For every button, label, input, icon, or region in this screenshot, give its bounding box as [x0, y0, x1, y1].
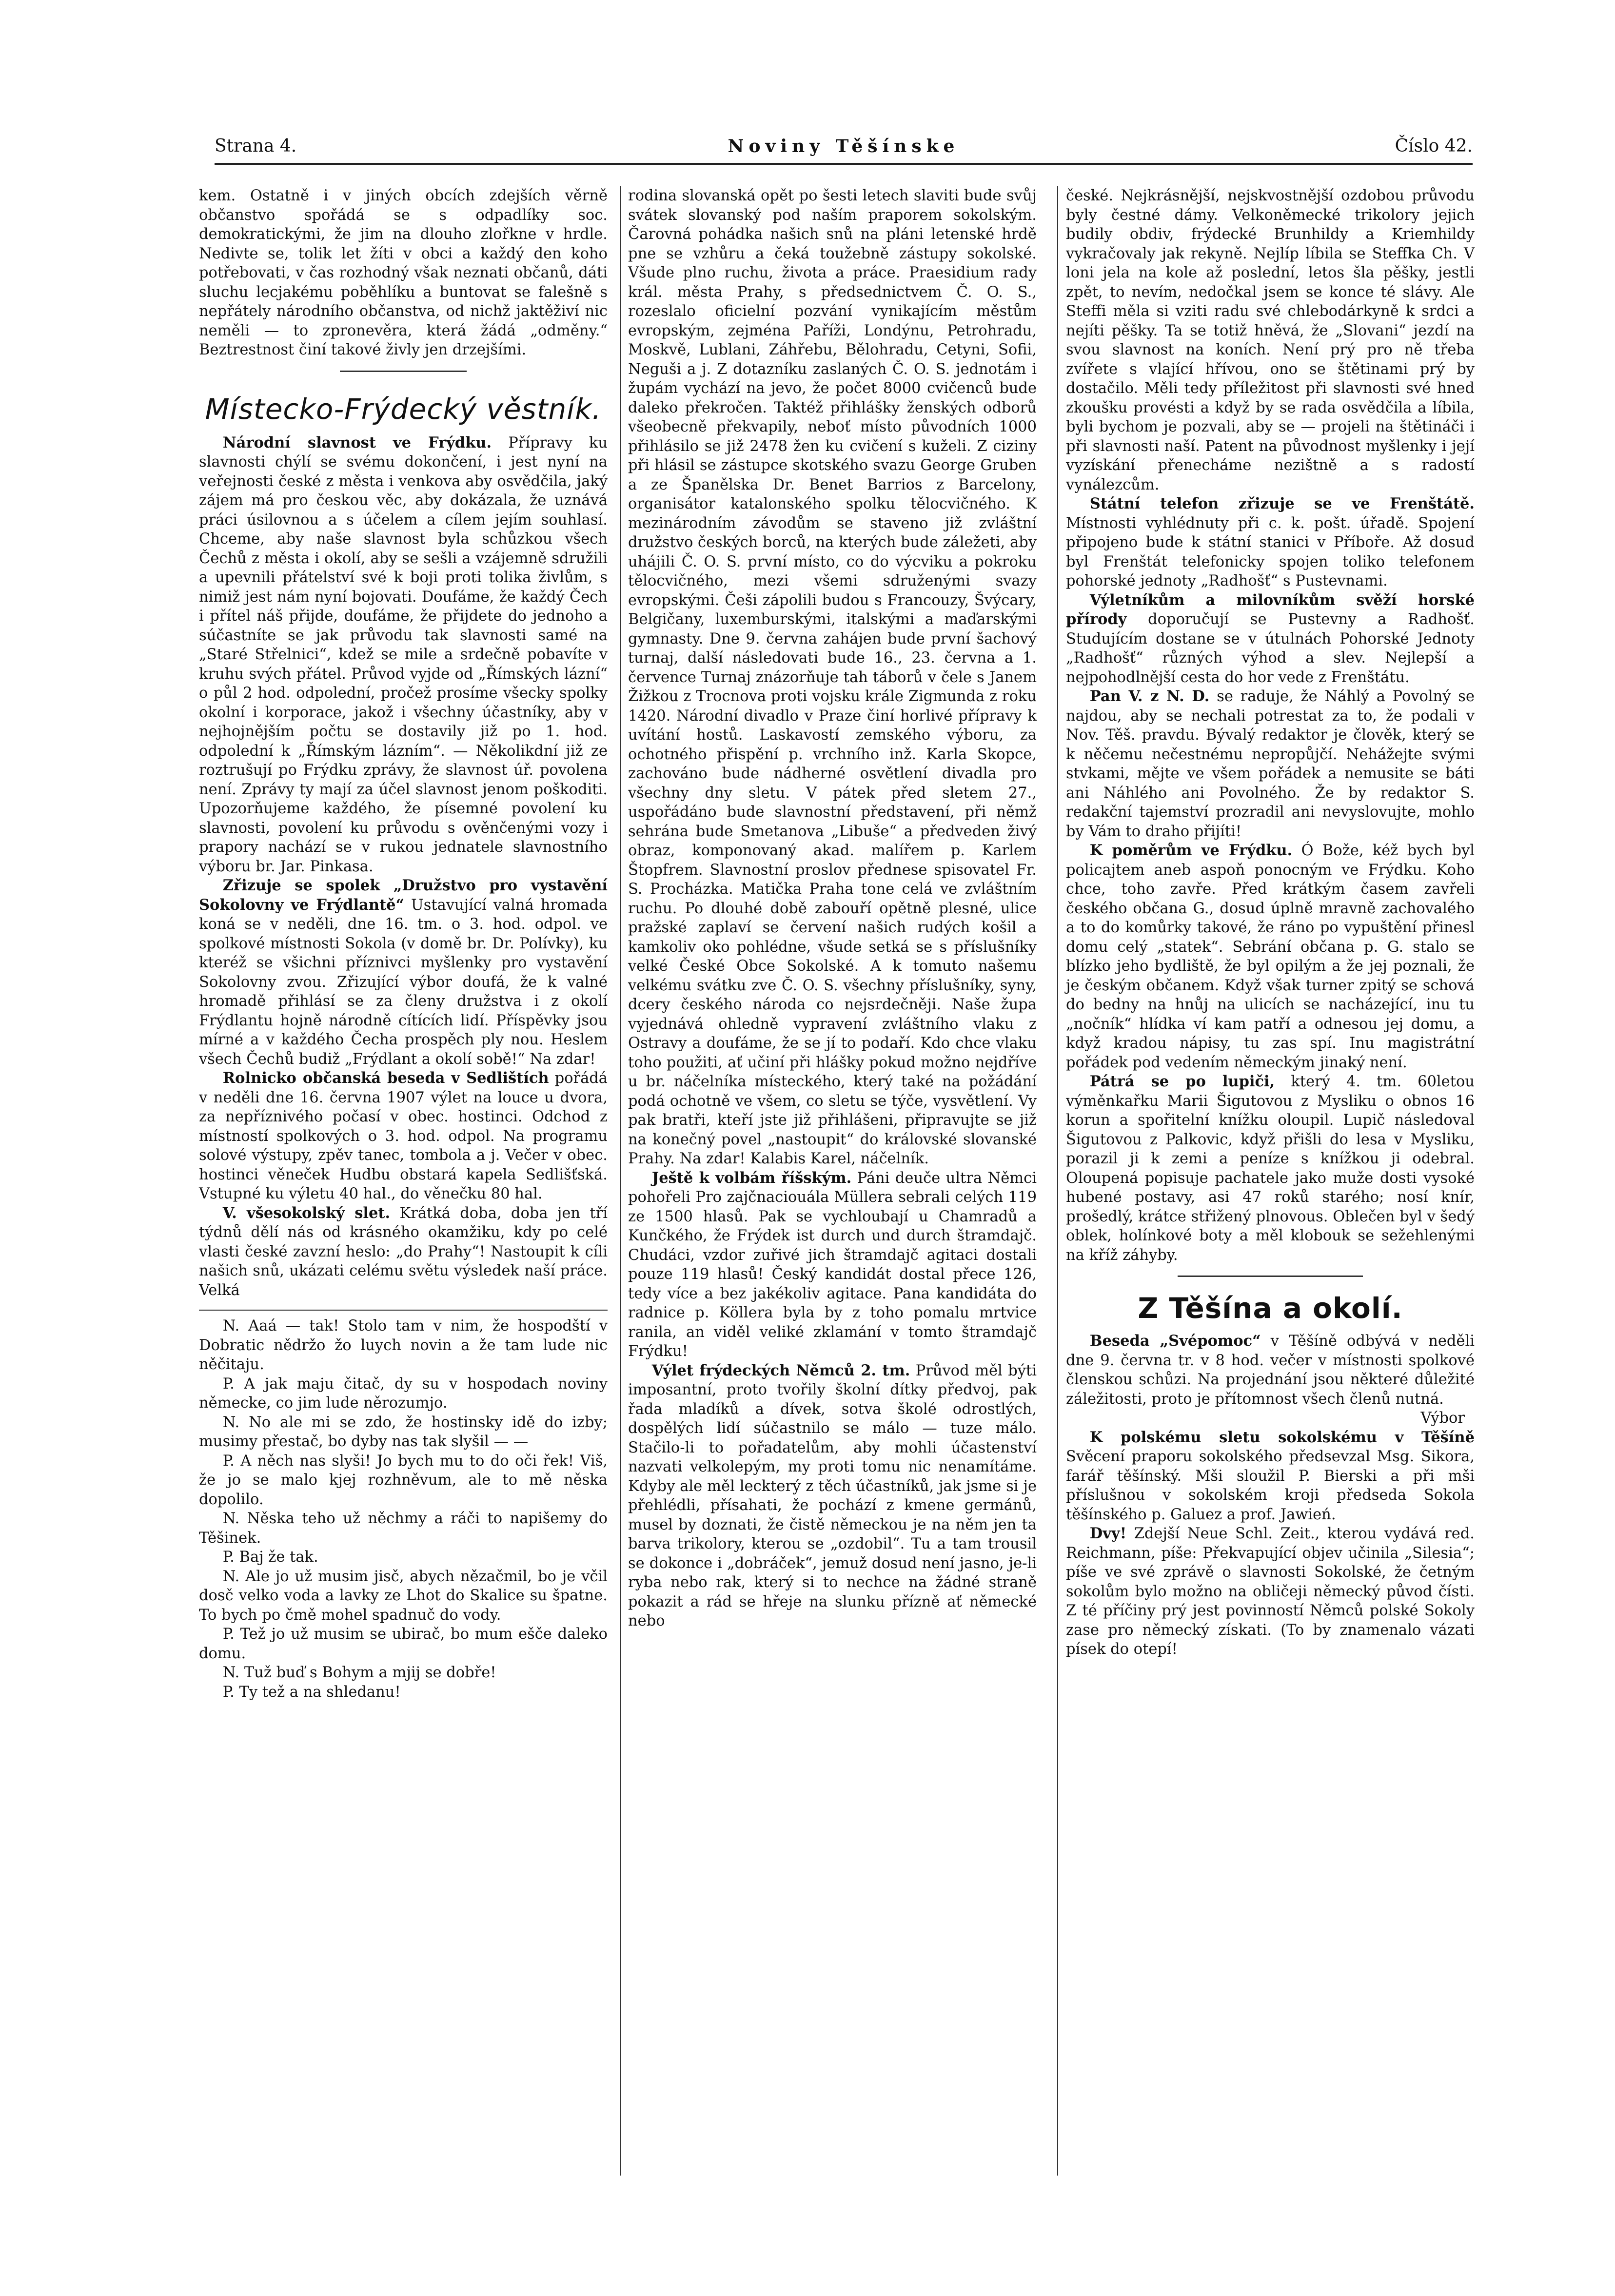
- article-lead: Výletníkům a milovníkům svěží horské přírody: [1066, 591, 1475, 628]
- issue-number: Číslo 42.: [1395, 136, 1473, 156]
- page-number: Strana 4.: [215, 136, 297, 156]
- article-body: doporučují se Pustevny a Radhošť. Studujícím dostane se v útulnách Pohorské Jednoty „Radhošť“ různých výhod a slev. Nejlepší a nejpohodlnější cesta do hor vede z Frenštátu.: [1066, 611, 1475, 686]
- article-body: Přípravy ku slavnosti chýlí se svému dokončení, i jest nyní na veřejnosti české z města i venkova aby osvědčila, jaký zájem má pro českou věc, aby dokázala, že uznává práci úsilovnou a s účelem a cílem jejím souhlasí. Chceme, aby naše slavnost byla schůzkou všech Čechů z města i okolí, aby se sešli a vzájemně sdružili a upevnili přátelství své k boji proti tolika živlům, s nimiž jest nám nyní bojovati. Doufáme, že každý Čech i přítel náš přijde, doufáme, že přijdete do jednoho a súčastníte se jak průvodu tak slavnosti samé na „Staré Střelnici“, kdež se mile a srdečně pobavíte v kruhu svých přátel. Průvod vyjde od „Římských lázní“ o půl 2 hod. odpolední, pročež prosíme všecky spolky okolní i korporace, jakož i všechny účastníky, aby v nejhojnějším počtu se dostavily již po 1. hod. odpolední k „Římským lázním“. — Několikdní již ze roztrušují po Frýdku zprávy, že slavnost úř. povolena není. Zprávy ty mají za účel slavnost jenom poškoditi. Upozorňujeme každého, že písemné povolení ku slavnosti, povolení ku průvodu s ověnčenými vozy i prapory nachází se v rukou jednatele slavnostního výboru br. Jar. Pinkasa.: [199, 434, 608, 875]
- article-vsesokolsky-slet: [199, 1204, 608, 1300]
- article-pan-v: [1066, 687, 1475, 841]
- article-lead: Výlet frýdeckých Němců 2. tm.: [651, 1361, 910, 1379]
- article-body: Zdejší Neue Schl. Zeit., kterou vydává red. Reichmann, píše: Překvapující objev učinila „Silesia“; píše ve své zprávě o slavnosti Sokolské, že četným sokolům bylo možno na obličeji německý původ čísti. Z té příčiny prý jest povinností Němců polské Sokoly zase pro německý získati. (To by znamenalo vázati písek do otepí!: [1066, 1525, 1475, 1658]
- article-svepomoc: [1066, 1332, 1475, 1409]
- article-pomery-frydek: [1066, 841, 1475, 1072]
- article-druzstvo: [199, 876, 608, 1069]
- section-rule: [340, 371, 467, 372]
- dialog-line: N. Tuž buď s Bohym a mjij se dobře!: [222, 1664, 496, 1681]
- article-lead: Ještě k volbám říšským.: [651, 1169, 852, 1187]
- dialog-line: P. Tež jo už musim se ubirač, bo mum ešče daleko domu.: [199, 1626, 608, 1662]
- article-vylet-nemcu: [628, 1361, 1037, 1631]
- column-3: [1066, 186, 1475, 1659]
- section-rule: [1178, 1276, 1363, 1277]
- column-1: [199, 186, 608, 1702]
- article-narodni-slavnost: [199, 433, 608, 877]
- article-telefon: [1066, 494, 1475, 591]
- dialog-line: P. A jak maju čitač, dy su v hospodach noviny německe, co jim lude něrozumjo.: [199, 1375, 608, 1412]
- article-body: Ó Bože, kéž bych byl policajtem aneb aspoň ponocným ve Frýdku. Koho chce, toho zavře. Před krátkým časem zavřeli českého občana G., dosud úplně mravně zachovalého a to do komůrky takové, že ráno po vypuštění přinesl domu celý „statek“. Sebrání občana p. G. stalo se blízko jeho bydliště, že byl opilým a že jej poznali, že je českým občanem. Když však turner zpitý se schová do bedny na hnůj na ulicích se nacházející, inu tu „nočník“ hlídka ví kam patří a odnesou jej domu, a když kradou nápisy, tu zas spí. Inu magistrátní pořádek pod vedením německým jinaký není.: [1066, 842, 1475, 1071]
- article-slet-continuation: rodina slovanská opět po šesti letech slaviti bude svůj svátek slovanský pod naším praporem sokolským. Čarovná pohádka našich snů na pláni letenské hrdě pne se vzhůru a čeká toužebně zástupy sokolské. Všude plno ruchu, života a práce. Praesidium rady král. města Prahy, s předsednictvem Č. O. S., rozeslalo oficielní pozvání vynikajícím městům evropským, zejména Paříži, Londýnu, Petrohradu, Moskvě, Lublani, Záhřebu, Bělohradu, Cetyni, Sofii, Neguši a j. Z dotazníku zaslaných Č. O. S. jednotám i župám vychází na jevo, že počet 8000 cvičenců bude daleko překročen. Taktéž přihlášky ženských odborů všeobecně překvapily, neboť místo původních 1000 přihlásilo se již 2478 žen ku cvičení s kuželi. Z ciziny při hlásil se zástupce skotského svazu George Gruben a ze Španělska Dr. Benet Barrios z Barcelony, organisátor katalonského spolku tělocvičného. K mezinárodním závodům se staveno již zvláštní družstvo českých borců, na kterých bude záležeti, aby uhájili Č. O. S. první místo, co do výcviku a pokroku tělocvičného, mezi všemi sdruženými svazy evropskými. Češi zápolili budou s Francouzy, Švýcary, Belgičany, luxemburskými, italskými a maďarskými gymnasty. Dne 9. června zahájen bude první šachový turnaj, další následovati bude 16., 23. června a 1. července Turnaj znázorňuje tah táborů v čele s Janem Žižkou z Trocnova proti vojsku krále Zigmunda z roku 1420. Národní divadlo v Praze činí horlivé přípravy k uvítání hostů. Laskavostí zemského výboru, za ochotného přispění p. vrchního inž. Karla Skopce, zachováno bude nádherné osvětlení divadla pro všechny dny sletu. V pátek před sletem 27., uspořádáno bude slavnostní představení, při němž sehrána bude Smetanova „Libuše“ a předveden živý obraz, komponovaný akad. malířem p. Karlem Štopfrem. Slavnostní proslov přednese spisovatel Fr. S. Procházka. Matička Praha tone celá ve zvláštním ruchu. Po dlouhé době zabouří opětně plesné, ulice pražské zaplaví se červení našich rudých košil a kamkoliv oko pohlédne, všude setká se s příslušníky velké České Obce Sokolské. A k tomuto našemu velkému svátku zve Č. O. S. všechny příslušníky, syny, dcery českého národa co nejsrdečněji. Naše župa vyjednává ohledně vypravení zvláštního vlaku z Ostravy a doufáme, že se jí to podaří. Kdo chce vlaku toho použiti, ať učiní při hlášky pokud možno nejdříve u br. náčelníka místeckého, který také na požádání podá ochotně ve všem, co sletu se týče, vysvětlení. Vy pak bratři, kteří jste již přihlášeni, připravujte se již na konečný povel „nastoupit“ do královské slovanské Prahy. Na zdar! Kalabis Karel, náčelník.: [628, 187, 1037, 1167]
- article-lead: V. všesokolský slet.: [222, 1204, 391, 1222]
- article-body: Místnosti vyhlédnuty při c. k. pošt. úřadě. Spojení připojeno bude k státní stanici v Příboře. Až dosud byl Frenštát telefonicky spojen toliko telefonem pohorské jednoty „Radhošť“ s Pustevnami.: [1066, 514, 1475, 589]
- article-lead: Zřizuje se spolek „Družstvo pro vystavění Sokolovny ve Frýdlantě“: [199, 877, 608, 914]
- newspaper-title: Noviny Těšínske: [728, 136, 960, 157]
- column-2: [628, 186, 1037, 1631]
- article-body: se raduje, že Náhlý a Povolný se najdou, aby se nechali potrestat za to, že podali v Nov. Těš. pravdu. Bývalý redaktor je člověk, který se k něčemu nečestnému nepropůjčí. Nehážejte svými stvkami, mějte ve všem pořádek a nemusite se báti ani Náhlého ani Povolného. Že by redaktor S. redakční tajemství prozradil ani nevyslovujte, mohlo by Vám to draho přijíti!: [1066, 688, 1475, 840]
- article-body: v Těšíně odbývá v neděli dne 9. června tr. v 8 hod. večer v místnosti spolkové členskou schůzi. Na projednání jsou některé důležité záležitosti, proto je přítomnost všech členů nutná.: [1066, 1333, 1475, 1408]
- article-lupic: [1066, 1072, 1475, 1265]
- article-lead: Státní telefon zřizuje se ve Frenštátě.: [1089, 495, 1475, 512]
- article-polsky-slet: [1066, 1428, 1475, 1525]
- dialog-line: N. Ale jo už musim jisč, abych nězačmil, bo je včil dosč velko voda a lavky ze Lhot do Skalice su špatne. To bych po čmě mohel spadnuč do vody.: [199, 1568, 608, 1624]
- feuilleton-rule: [199, 1310, 608, 1311]
- article-lead: Rolnicko občanská beseda v Sedlištích: [222, 1069, 549, 1087]
- article-body: Krátká doba, doba jen tří týdnů dělí nás od krásného okamžiku, kdy po celé vlasti české zavzní heslo: „do Prahy“! Nastoupit k cíli našich snů, ukázati celému světu výsledek naší práce. Velká: [199, 1204, 608, 1299]
- running-header: [215, 133, 1473, 160]
- article-lead: K polskému sletu sokolskému v Těšíně: [1089, 1428, 1475, 1446]
- header-rule: [215, 163, 1473, 165]
- article-lead: Národní slavnost ve Frýdku.: [222, 433, 492, 451]
- article-lead: Pan V. z N. D.: [1089, 687, 1210, 705]
- article-lead: Dvy!: [1089, 1525, 1127, 1542]
- article-lead: Pátrá se po lupiči,: [1089, 1073, 1275, 1090]
- feuilleton-dialog: [199, 1316, 608, 1702]
- dialog-line: P. Baj že tak.: [222, 1549, 318, 1566]
- article-rolnicka-beseda: [199, 1069, 608, 1204]
- dialog-line: P. Ty tež a na shledanu!: [222, 1683, 401, 1701]
- article-body: Průvod měl býti imposantní, proto tvořily školní dítky předvoj, pak řada mladíků a dívek, sotva školé odrostlých, dospělých lidí súčastnilo se málo — tuze málo. Stačilo-li to pořadatelům, aby mohli účastenství nazvati velkolepým, my proti tomu nic nenamítáme. Kdyby ale měl leckterý z těch účastníků, jak jsme si je přehlédli, přísahati, že pochází z kmene germánů, musel by doznati, že čistě německou je na něm jen ta barva trikolory, kterou se „ozdobil“. Tu a tam trousil se dokonce i „dobráček“, jemuž dosud není jasno, je-li ryba nebo rak, který si to nechce na žádné straně pokazit a rád se hřeje na slunku přízně ať německé nebo: [628, 1362, 1037, 1629]
- dialog-line: N. Něska teho už něchmy a ráči to napišemy do Těšinek.: [199, 1510, 608, 1547]
- article-vyletnikum: [1066, 591, 1475, 687]
- article-body: Svěcení praporu sokolského předsevzal Msg. Sikora, farář těšínský. Mši sloužil P. Bierski a při mši příslušnou v sokolském kroji předseda Sokola těšínského p. Galuez a prof. Jawień.: [1066, 1448, 1475, 1523]
- column-divider-2: [1057, 186, 1058, 2176]
- article-volby: [628, 1169, 1037, 1361]
- article-lead: K poměrům ve Frýdku.: [1089, 842, 1293, 859]
- dialog-line: P. A něch nas slyši! Jo bych mu to do oči řek! Viš, že jo se malo kjej rozhněvum, ale to mě něska dopolilo.: [199, 1452, 608, 1508]
- article-signature: Výbor: [1420, 1410, 1465, 1427]
- section-title-mistecko: Místecko-Frýdecký věstník.: [205, 392, 602, 426]
- column-divider-1: [620, 186, 621, 2176]
- section-title-tesin: Z Těšína a okolí.: [1138, 1292, 1403, 1325]
- article-body: pořádá v neděli dne 16. června 1907 výlet na louce u dvora, za nepříznivého počasí v obec. hostinci. Odchod z místností spolkových o 3. hod. odpol. Na programu solové výstupy, zpěv tanec, tombola a j. Večer v obec. hostinci věneček Hudbu obstará kapela Sedlišťská. Vstupné ku výletu 40 hal., do věnečku 80 hal.: [199, 1070, 608, 1202]
- article-dvy: [1066, 1524, 1475, 1659]
- article-body: Ustavující valná hromada koná se v neděli, dne 16. tm. o 3. hod. odpol. ve spolkové místnosti Sokola (v domě br. Dr. Polívky), ku kteréž se všichni příznivci myšlenky pro vystavění Sokolovny zvou. Zřizující výbor doufá, že k valné hromadě přihlásí se za členy družstva i z okolí Frýdlantu hojně národně cítících lidí. Příspěvky jsou mírné a v každého Čecha prospěch ply nou. Heslem všech Čechů budiž „Frýdlant a okolí sobě!“ Na zdar!: [199, 896, 608, 1068]
- dialog-line: N. No ale mi se zdo, že hostinsky idě do izby; musimy přestač, bo dyby nas tak slyšil — —: [199, 1413, 608, 1450]
- article-continuation: kem. Ostatně i v jiných obcích zdejších věrně občanstvo spořádá se s odpadlíky soc. demokratickými, že jim na dlouho zlořkne v hrdle. Nedivte se, tolik let žíti v obci a každý den koho potřebovati, v čas rozhodný však neznati občanů, dáti sluchu lecjakému poběhlíku a buntovat se falešně s nepřátely národního občanstva, od nichž jaktěživí nic neměli — to zpronevěra, která žádá „odměny.“ Beztrestnost činí takové živly jen drzejšími.: [199, 187, 608, 358]
- dialog-line: N. Aaá — tak! Stolo tam v nim, že hospodští v Dobratic nědržo žo luych novin a že tam lude nic něčitaju.: [199, 1317, 608, 1373]
- article-lead: Beseda „Svépomoc“: [1089, 1332, 1261, 1350]
- article-body: který 4. tm. 60letou výměnkařku Marii Šigutovou z Mysliku o obnos 16 korun a spořitelní knížku oloupil. Lupič následoval Šigutovou z Palkovic, když přišli do lesa v Mysliku, porazil ji k zemi a peníze s knížkou ji odebral. Oloupená popisuje pachatele jako muže dosti vysoké hubené postavy, asi 47 roků starého; nosí knír, prošedlý, krátce střižený plnovous. Oblečen byl v šedý oblek, holínkové boty a měl klobouk se sežehlenými na kříž záhyby.: [1066, 1073, 1475, 1264]
- article-body: Páni deuče ultra Němci pohořeli Pro zajčnaciouála Müllera sebrali celých 119 ze 1500 hlasů. Pak se vychloubají u Chamradů a Kunčkého, že Frýdek ist durch und durch štramdajč. Chudáci, vzdor zuřivé jich štramdajč agitaci dostali pouze 119 hlasů! Český kandidát dostal přece 126, tedy více a bez jakékoliv agitace. Pana kandidáta do radnice p. Köllera byla by z toho pomalu mrtvice ranila, an viděl veliké zklamání v tomto štramdajč Frýdku!: [628, 1169, 1037, 1360]
- article-vylet-continuation: české. Nejkrásnější, nejskvostnější ozdobou průvodu byly čestné dámy. Velkoněmecké trikolory jejich budily obdiv, frýdecké Brunhildy a Kriemhildy vykračovaly jak rekyně. Nejlíp líbila se Steffka Ch. V loni jela na kole až poslední, letos šla pěšky, jestli zpět, to nevím, nedočkal jsem se konce té slávy. Ale Steffi měla si vziti radu své chlebodárkyně k srdci a nejíti pěšky. Ta se totiž hněvá, že „Slovani“ jezdí na svou slavnost na koních. Není prý pro ně třeba zvířete s vlající hřívou, ono se štětinami prý by dostačilo. Měli tedy příležitost při slavnosti své hned zkoušku provésti a když by se rada osvědčila a líbila, byli bychom je pozvali, aby se — projeli na štětináči i při slavnosti naší. Patent na původnost myšlenky i její vyzískání přenecháme nezištně a s radostí vynálezcům.: [1066, 187, 1475, 493]
